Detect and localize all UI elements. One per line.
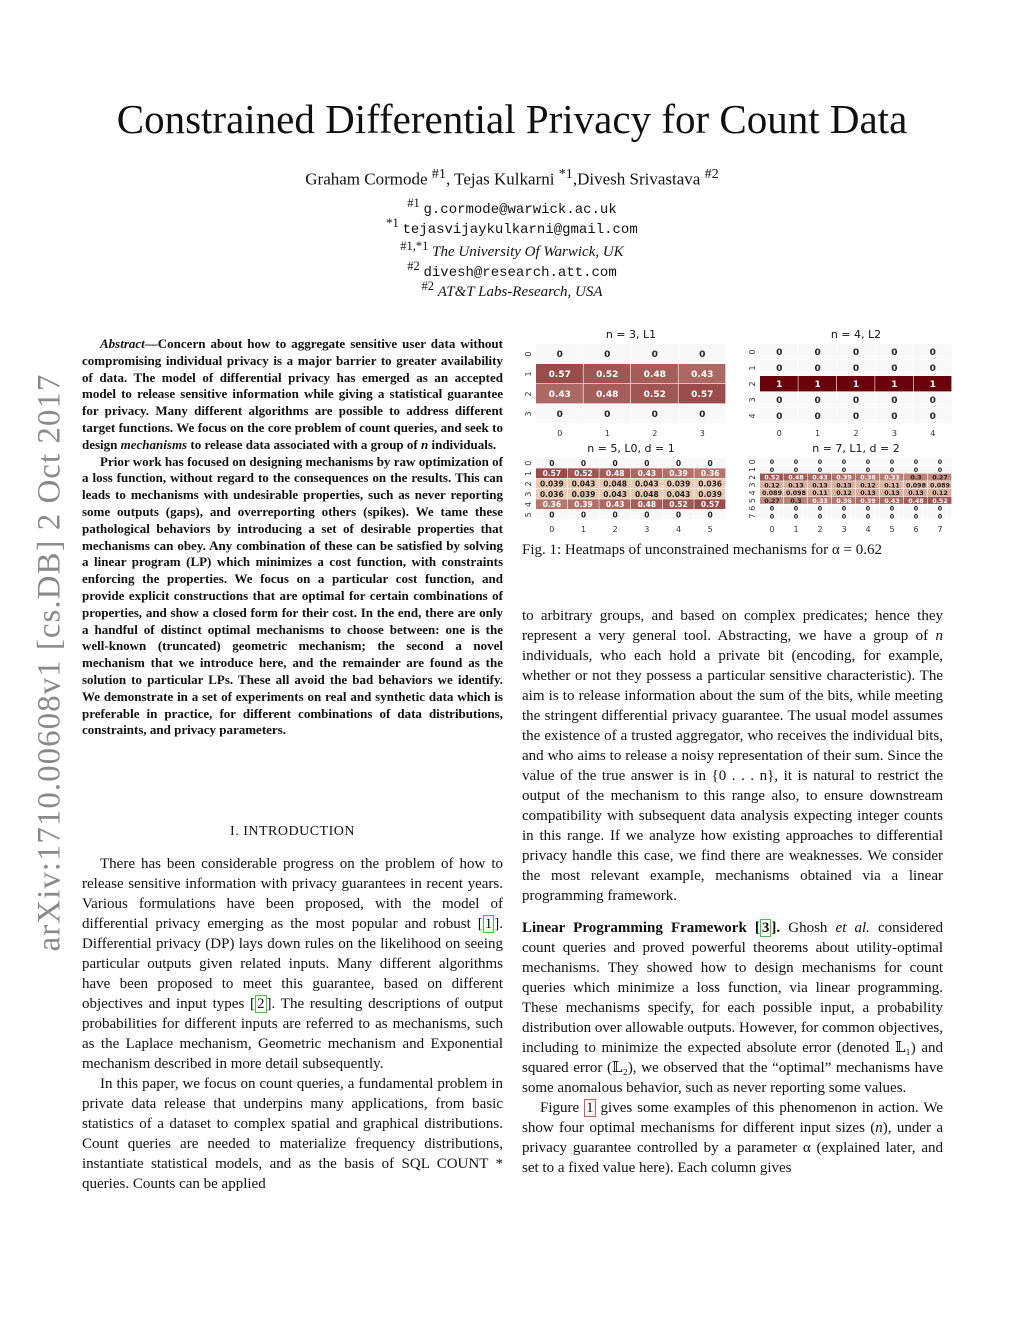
heatmap-cell-label: 0.43 [691, 370, 714, 381]
heatmap-cell-label: 0.12 [836, 490, 852, 498]
citation-link[interactable]: 2 [257, 996, 265, 1012]
heatmap-cell-label: 0 [937, 513, 943, 521]
heatmap-cell-label: 0.12 [932, 490, 948, 498]
heatmap-row-tick: 0 [524, 351, 533, 357]
heatmap-cell-label: 0 [776, 412, 783, 423]
heatmap-cell-label: 0.048 [603, 479, 628, 489]
heatmap-row-tick: 3 [748, 397, 757, 403]
heatmap-col-tick: 1 [580, 525, 587, 534]
heatmap-cell-label: 0.52 [764, 474, 780, 482]
heatmap-cell-label: 0.48 [788, 474, 804, 482]
right-column-body [522, 606, 943, 1178]
heatmap-cell-label: 0.39 [574, 500, 593, 510]
heatmap-row-tick: 4 [748, 490, 757, 496]
heatmap-cell-label: 0 [852, 364, 860, 375]
heatmap-cell-label: 0 [644, 510, 650, 520]
heatmap-cell-label: 0 [675, 458, 682, 468]
heatmap-cell-label: 1 [852, 380, 860, 391]
section-number: I. [230, 824, 240, 839]
heatmap-cell-label: 0.11 [812, 490, 828, 498]
heatmap-cell-label: 0 [852, 412, 860, 423]
heatmap-cell-label: 0.57 [542, 469, 562, 479]
author-3: Divesh Srivastava [577, 169, 701, 189]
heatmap-cell-label: 0.039 [698, 489, 723, 499]
heatmap-col-tick: 7 [937, 525, 943, 534]
heatmap-cell-label: 0.43 [605, 500, 625, 510]
heatmap-cell-label: 0.13 [788, 482, 804, 490]
heatmap-col-tick: 1 [793, 525, 799, 534]
heatmap-row-tick: 3 [524, 411, 533, 417]
heatmap-cell-label: 0 [580, 458, 587, 468]
right-text: individuals, who each hold a private bit (encoding, for example, whether or not they possess a particular sensitive characteristic). The aim is to release information about the sum of the bits, while meeting the stringent differential privacy guarantee. The usual model assumes the existence of a trusted aggregator, who receives the individual bits, and who aims to release a noisy representation of their sum. Since the value of the true answer is in {0 . . . n}, it is natural to restrict the output of the mechanism to this range also, to ensure downstream compatibility with subsequent data analysis expecting integer counts in this range. If we analyze how existing approaches to differential privacy handle this case, we find there are weaknesses. We consider the most relevant example, mechanisms obtained via a linear programming framework. [522, 648, 943, 904]
heatmap-cell-label: 1 [891, 380, 898, 391]
heatmap-cell-label: 0.098 [786, 490, 806, 498]
lp-cite-open: [ [746, 920, 760, 936]
heatmap-cell-label: 0.36 [836, 497, 852, 505]
var-n: n [875, 1120, 883, 1136]
heatmap-cell-label: 0 [817, 459, 823, 467]
heatmap-cell-label: 0 [769, 459, 775, 467]
heatmap-cell-label: 0 [699, 410, 706, 421]
right-text: considered count queries and proved powerful theorems about utility-optimal mechanisms. They showed how to design mechanisms for count queries which minimize a loss function, via linear programming. These mechanisms specify, for each possible input, a probability distribution over allowable outputs. However, for common objectives, including to minimize the expected absolute error (denoted 𝕃₁) and squared error (𝕃₂), we observed that the “optimal” mechanisms have some anomalous behavior, such as never reporting some values. [522, 920, 943, 1096]
intro-paragraph-1 [82, 854, 503, 1074]
heatmap-col-tick: 0 [769, 525, 775, 534]
abstract-text: to release data associated with a group of [187, 436, 421, 452]
heatmap-col-tick: 4 [930, 429, 936, 438]
heatmap-cell-label: 0.52 [669, 500, 688, 510]
heatmap-cell-label: 0.039 [539, 479, 564, 489]
author-1-sup: #1 [431, 166, 446, 182]
heatmap-cell-label: 0.036 [539, 489, 564, 499]
heatmap-row-tick: 1 [748, 365, 757, 371]
heatmap-cell-label: 0 [865, 513, 871, 521]
heatmap-cell-label: 0.27 [764, 497, 780, 505]
arxiv-identifier: arXiv:1710.00608v1 [cs.DB] 2 Oct 2017 [31, 373, 68, 952]
heatmap-title: n = 7, L1, d = 2 [812, 442, 900, 455]
heatmap-cell-label: 0 [817, 505, 823, 513]
heatmap-cell-label: 0.27 [932, 474, 948, 482]
heatmap-cell-label: 0.57 [548, 370, 571, 381]
affiliation-sup: #2 [421, 279, 434, 293]
heatmap-col-tick: 5 [889, 525, 895, 534]
heatmap-cell-label: 0 [699, 350, 706, 361]
affiliation-line [0, 259, 1024, 281]
section-title: INTRODUCTION [243, 824, 355, 839]
citation-link[interactable]: 3 [761, 920, 770, 936]
heatmap-cell-label: 0 [913, 459, 919, 467]
right-text: Figure [540, 1100, 585, 1116]
email-srivastava: divesh@research.att.com [423, 265, 617, 281]
heatmap-row-tick: 4 [524, 501, 533, 508]
affiliation-sup: #1,*1 [400, 239, 429, 253]
heatmap-cell-label: 0 [814, 396, 821, 407]
heatmap-cell-label: 0.33 [812, 497, 828, 505]
figure-ref-link[interactable]: 1 [586, 1100, 594, 1116]
heatmap-cell-label: 0 [841, 459, 847, 467]
heatmap-cell-label: 0 [814, 364, 821, 375]
heatmap-cell-label: 0 [769, 505, 775, 513]
author-2-sup: *1 [558, 166, 573, 182]
arxiv-side-stamp [20, 364, 80, 964]
heatmap-col-tick: 6 [913, 525, 919, 534]
author-1: Graham Cormode [305, 169, 428, 189]
heatmap-cell-label: 0.043 [634, 479, 659, 489]
heatmap-cell-label: 1 [814, 380, 821, 391]
heatmap-cell-label: 0.43 [637, 469, 657, 479]
heatmap-cell-label: 0.11 [884, 482, 900, 490]
lp-cite-close: ]. [771, 920, 781, 936]
heatmap-row-tick: 2 [748, 474, 757, 480]
heatmap-cell-label: 0.12 [860, 482, 876, 490]
heatmap-cell-label: 0.13 [860, 490, 876, 498]
section-heading-introduction [82, 824, 503, 840]
heatmap-cell-label: 0.48 [637, 500, 657, 510]
heatmap-col-tick: 3 [644, 525, 650, 534]
heatmap-cell-label: 0 [891, 396, 898, 407]
heatmap-cell-label: 0 [612, 510, 618, 520]
heatmap-cell-label: 0.3 [790, 497, 802, 505]
heatmap-cell-label: 0.33 [884, 474, 900, 482]
heatmap-col-tick: 1 [815, 429, 821, 438]
introduction-body [82, 854, 503, 1194]
heatmap-cell-label: 0 [852, 396, 860, 407]
affiliation-line [0, 216, 1024, 238]
heatmap-cell-label: 0 [841, 466, 847, 474]
heatmap-cell-label: 0 [604, 350, 611, 361]
heatmap-cell-label: 0.57 [700, 500, 720, 510]
heatmap-cell-label: 0.43 [812, 474, 828, 482]
heatmap-cell-label: 0 [793, 513, 799, 521]
heatmap-col-tick: 2 [853, 429, 859, 438]
abstract-text: Concern about how to aggregate sensitive user data without compromising individual privacy is a major barrier to greater availability of data. The model of differential privacy has emerged as an accepted model to release sensitive information while giving a statistical guarantee for privacy. Many different algorithms are possible to address different target functions. We focus on the core problem of count queries, and seek to design [82, 336, 503, 452]
heatmap-row-tick: 1 [524, 371, 533, 377]
heatmap-cell-label: 0.089 [762, 490, 782, 498]
heatmap-col-tick: 0 [549, 525, 555, 534]
author-2: Tejas Kulkarni [454, 169, 555, 189]
affiliation-line [0, 279, 1024, 301]
email-cormode: g.cormode@warwick.ac.uk [423, 202, 617, 218]
heatmap-cell-label: 0 [556, 350, 563, 361]
heatmap-cell-label: 0 [793, 466, 799, 474]
heatmap-cell-label: 0.13 [812, 482, 828, 490]
affiliation-line [0, 239, 1024, 261]
heatmap-cell-label: 0 [814, 348, 821, 359]
heatmap-cell-label: 0.098 [906, 482, 926, 490]
email-kulkarni: tejasvijaykulkarni@gmail.com [402, 222, 638, 238]
heatmap-cell-label: 0 [556, 410, 563, 421]
heatmap-col-tick: 2 [612, 525, 618, 534]
heatmap-cell-label: 0.036 [698, 479, 723, 489]
heatmap-cell-label: 0 [891, 364, 898, 375]
figure-1 [514, 326, 954, 541]
heatmap-cell-label: 0.36 [542, 500, 562, 510]
heatmap-cell-label: 0 [549, 510, 555, 520]
heatmap-cell-label: 0 [817, 513, 823, 521]
heatmap-cell-label: 0 [913, 466, 919, 474]
right-text: gives some examples of this phenomenon in action. We show four optimal mechanisms for different input sizes ( [522, 1100, 943, 1136]
heatmap-title: n = 4, L2 [830, 328, 882, 341]
heatmap-cell-label: 0.13 [908, 490, 924, 498]
heatmap-cell-label: 0 [889, 505, 895, 513]
heatmap-cell-label: 0.043 [666, 489, 691, 499]
heatmap-cell-label: 0.48 [596, 390, 619, 401]
heatmap-cell-label: 0.52 [574, 469, 593, 479]
heatmap-row-tick: 7 [748, 513, 757, 519]
var-n: n [935, 628, 943, 644]
heatmap-cell-label: 0 [814, 412, 821, 423]
heatmap-row-tick: 4 [748, 413, 757, 419]
abstract-emphasis: mechanisms [120, 436, 188, 452]
intro-text: There has been considerable progress on the problem of how to release sensitive information with privacy guarantees in recent years. Various formulations have been proposed, with the model of differential privacy emerging as the most popular and robust [ [82, 856, 503, 932]
affiliation-sup: #2 [407, 259, 420, 273]
abstract-lead: Abstract [100, 336, 145, 351]
heatmap-cell-label: 0 [929, 396, 936, 407]
institution-att: AT&T Labs-Research, USA [437, 284, 603, 300]
heatmap-cell-label: 0 [913, 513, 919, 521]
heatmap-cell-label: 0.43 [548, 390, 571, 401]
heatmap-cell-label: 0.039 [571, 489, 596, 499]
heatmap-cell-label: 0 [841, 505, 847, 513]
paper-title: Constrained Differential Privacy for Count Data [116, 96, 908, 142]
citation-link[interactable]: 1 [484, 916, 493, 932]
heatmap-cell-label: 0.13 [884, 490, 900, 498]
heatmap-cell-label: 0.39 [669, 469, 688, 479]
right-text: Ghosh [780, 920, 836, 936]
heatmap-row-tick: 0 [748, 349, 757, 355]
heatmap-cell-label: 0 [604, 410, 611, 421]
heatmap-col-tick: 3 [841, 525, 847, 534]
heatmap-cell-label: 0 [937, 459, 943, 467]
heatmap-cell-label: 0 [580, 510, 587, 520]
heatmap-row-tick: 3 [524, 491, 533, 497]
heatmap-cell-label: 0.089 [930, 482, 950, 490]
heatmap-cell-label: 0 [913, 505, 919, 513]
heatmap-col-tick: 2 [817, 525, 823, 534]
heatmap-cell-label: 0.13 [836, 482, 852, 490]
heatmap-cell-label: 0 [865, 459, 871, 467]
heatmap-cell-label: 0 [769, 513, 775, 521]
affiliation-sup: #1 [407, 196, 420, 210]
heatmap-cell-label: 0.57 [691, 390, 714, 401]
abstract-paragraph-1 [82, 336, 503, 454]
heatmap-title: n = 5, L0, d = 1 [587, 442, 675, 455]
heatmap-cell-label: 0 [937, 505, 943, 513]
institution-warwick: The University Of Warwick, UK [432, 244, 624, 260]
abstract [82, 336, 503, 739]
heatmap-cell-label: 0 [929, 412, 936, 423]
heatmap-cell-label: 0 [651, 410, 658, 421]
affiliation-line [0, 196, 1024, 218]
heatmap-cell-label: 0.043 [571, 479, 596, 489]
heatmap-row-tick: 0 [748, 459, 757, 465]
right-paragraph-2 [522, 918, 943, 1098]
intro-paragraph-2: In this paper, we focus on count queries, a fundamental problem in private data release that underpins many applications, from basic statistics of a dataset to complex spatial and graphical distributions. Count queries are needed to materialize frequency distributions, instantiate statistical models, and as the basis of SQL COUNT * queries. Counts can be applied [82, 1076, 503, 1192]
heatmap-cell-label: 0.043 [603, 489, 628, 499]
heatmap-cell-label: 0 [776, 396, 783, 407]
heatmap-col-tick: 1 [604, 429, 610, 438]
heatmap-cell-label: 0 [889, 513, 895, 521]
heatmap-row-tick: 1 [524, 470, 533, 477]
heatmap-cell-label: 0.48 [643, 370, 666, 381]
heatmap-figure [514, 326, 954, 541]
heatmap-cell-label: 0 [929, 348, 936, 359]
heatmap-cell-label: 0 [937, 466, 943, 474]
heatmap-cell-label: 0 [929, 364, 936, 375]
heatmap-cell-label: 0 [776, 348, 783, 359]
heatmap-col-tick: 3 [891, 429, 897, 438]
heatmap-cell-label: 0 [865, 466, 871, 474]
heatmap-cell-label: 0 [675, 510, 682, 520]
heatmap-cell-label: 0.36 [700, 469, 720, 479]
heatmap-col-tick: 3 [699, 429, 705, 438]
heatmap-cell-label: 0.52 [643, 390, 666, 401]
heatmap-cell-label: 0.36 [860, 474, 876, 482]
heatmap-cell-label: 0.12 [764, 482, 780, 490]
heatmap-cell-label: 0.39 [860, 497, 876, 505]
intro-text: ]. The resulting descriptions of output probabilities for different inputs are referred to as mechanisms, such as the Laplace mechanism, Geometric mechanism and Exponential mechanism described in more detail subsequently. [82, 996, 503, 1072]
heatmap-title: n = 3, L1 [605, 328, 657, 341]
heatmap-cell-label: 0.48 [908, 497, 924, 505]
heatmap-cell-label: 0 [644, 458, 650, 468]
heatmap-cell-label: 0 [865, 505, 871, 513]
heatmap-cell-label: 0.39 [836, 474, 852, 482]
heatmap-row-tick: 6 [748, 505, 757, 511]
heatmap-cell-label: 0 [707, 510, 713, 520]
heatmap-col-tick: 2 [652, 429, 658, 438]
figure-caption: Fig. 1: Heatmaps of unconstrained mechanisms for α = 0.62 [522, 542, 882, 558]
abstract-text: individuals. [428, 436, 497, 452]
et-al: et al. [835, 920, 870, 936]
author-3-sup: #2 [704, 166, 719, 182]
lp-heading: Linear Programming Framework [522, 920, 747, 936]
heatmap-row-tick: 2 [748, 381, 757, 387]
heatmap-row-tick: 3 [748, 482, 757, 488]
right-text: ), under a privacy guarantee controlled by a parameter α (explained later, and set to a fixed value here). Each column gives [522, 1120, 943, 1176]
heatmap-cell-label: 0.48 [605, 469, 625, 479]
heatmap-cell-label: 0.52 [932, 497, 948, 505]
heatmap-cell-label: 1 [776, 380, 783, 391]
heatmap-row-tick: 1 [748, 467, 757, 473]
heatmap-cell-label: 0 [841, 513, 847, 521]
heatmap-cell-label: 0 [889, 459, 895, 467]
heatmap-col-tick: 4 [865, 525, 871, 534]
heatmap-row-tick: 0 [524, 460, 533, 466]
affiliation-sup: *1 [386, 216, 399, 230]
heatmap-cell-label: 0 [769, 466, 775, 474]
heatmap-row-tick: 2 [524, 481, 533, 487]
heatmap-cell-label: 0 [793, 505, 799, 513]
heatmap-row-tick: 5 [524, 512, 533, 518]
heatmap-cell-label: 0.039 [666, 479, 691, 489]
heatmap-cell-label: 0 [707, 458, 713, 468]
heatmap-cell-label: 0.048 [634, 489, 659, 499]
heatmap-cell-label: 0.43 [884, 497, 900, 505]
intro-text: ]. Differential privacy (DP) lays down rules on the likelihood on seeing particular outputs given related inputs. Many different algorithms have been proposed to meet this guarantee, based on different objectives and input types [ [82, 916, 503, 1012]
abstract-dash: — [144, 336, 158, 351]
heatmap-cell-label: 0 [549, 458, 555, 468]
heatmap-cell-label: 0 [817, 466, 823, 474]
heatmap-cell-label: 0 [852, 348, 860, 359]
abstract-var-n: n [421, 436, 429, 452]
right-paragraph-1 [522, 606, 943, 906]
author-line: Graham Cormode $^{\#1}$, Tejas Kulkarni $^{*1}$,Divesh Srivastava $^{\#2}$ [305, 166, 719, 189]
right-text: to arbitrary groups, and based on complex predicates; hence they represent a very general tool. Abstracting, we have a group of [522, 608, 943, 644]
heatmap-col-tick: 5 [707, 525, 713, 534]
heatmap-cell-label: 0 [891, 412, 898, 423]
heatmap-col-tick: 4 [675, 525, 682, 534]
heatmap-row-tick: 5 [748, 498, 757, 504]
heatmap-cell-label: 0 [651, 350, 658, 361]
heatmap-cell-label: 1 [929, 380, 936, 391]
heatmap-cell-label: 0 [776, 364, 783, 375]
heatmap-cell-label: 0 [889, 466, 895, 474]
heatmap-col-tick: 0 [557, 429, 563, 438]
heatmap-cell-label: 0.3 [910, 474, 922, 482]
right-paragraph-3 [522, 1098, 943, 1178]
heatmap-cell-label: 0 [891, 348, 898, 359]
heatmap-row-tick: 2 [524, 391, 533, 397]
heatmap-cell-label: 0.52 [596, 370, 619, 381]
heatmap-col-tick: 0 [776, 429, 782, 438]
heatmap-cell-label: 0 [612, 458, 618, 468]
abstract-paragraph-2: Prior work has focused on designing mechanisms by raw optimization of a loss function, without regard to the consequences on the results. This can leads to mechanisms with undesirable properties, such as never reporting some outputs (gaps), and overreporting others (spikes). We tame these pathological behaviors by introducing a set of desirable properties that mechanisms can obey. Any combination of these can be satisfied by solving a linear program (LP) which minimizes a cost function, with constraints enforcing the properties. We focus on a particular cost function, and provide explicit constructions that are optimal for certain combinations of properties, and show a closed form for their cost. In the end, there are only a handful of distinct optimal mechanisms to choose between: one is the well-known (truncated) geometric mechanism; the second a novel mechanism that we introduce here, and the remainder are found as the solution to particular LPs. These all avoid the bad behaviors we identify. We demonstrate in a set of experiments on real and synthetic data which is preferable in practice, for different combinations of data distributions, constraints, and privacy parameters. [82, 453, 503, 738]
heatmap-cell-label: 0 [793, 459, 799, 467]
